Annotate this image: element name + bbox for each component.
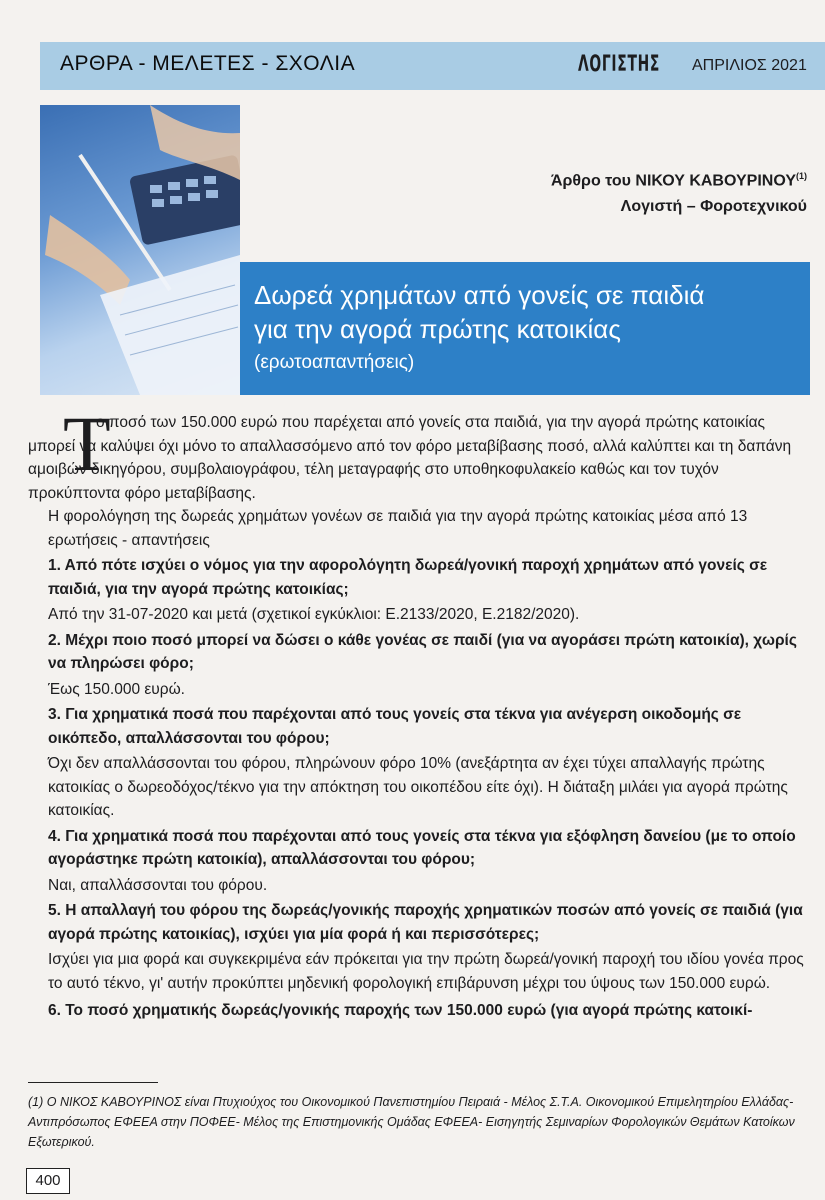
answer-5: Ισχύει για μια φορά και συγκεκριμένα εάν πρόκειται για την πρώτη δωρεά/γονική παροχή του ιδίου γονέα προς το αυτό τέκνο, γι' αυτήν προκύπτει μηδενική φορολογική επιβάρυνση μέχρι του ύψους των 150.000 ευρώ. (48, 951, 804, 992)
magazine-name: ΛΟΓΙΣΤΗΣ (578, 52, 661, 77)
article-body (28, 411, 810, 1023)
question-1: 1. Από πότε ισχύει ο νόμος για την αφορολόγητη δωρεά/γονική παροχή χρημάτων από γονείς σε παιδιά, για την αγορά πρώτης κατοικίας; (48, 557, 768, 598)
answer-4: Ναι, απαλλάσσονται του φόρου. (48, 876, 268, 894)
question-6: 6. Το ποσό χρηματικής δωρεάς/γονικής παροχής των 150.000 ευρώ (για αγορά πρώτης κατοικί- (48, 1002, 753, 1019)
section-title: ΑΡΘΡΑ - ΜΕΛΕΤΕΣ - ΣΧΟΛΙΑ (60, 52, 356, 75)
issue-date: ΑΠΡΙΛΙΟΣ 2021 (692, 57, 807, 74)
article-title-line-2: για την αγορά πρώτης κατοικίας (254, 314, 621, 344)
answer-3: Όχι δεν απαλλάσσονται του φόρου, πληρώνουν φόρο 10% (ανεξάρτητα αν έχει τύχει απαλλαγής πρώτης κατοικίας ο δωρεοδόχος/τέκνο για την απόκτηση του οικοπέδου είτε όχι). Η διάταξη μιλάει για αγορά πρώτης κατοικίας. (48, 755, 788, 819)
author-title: Λογιστή – Φοροτεχνικού (620, 198, 807, 216)
footnote-divider (28, 1082, 158, 1083)
answer-2: Έως 150.000 ευρώ. (48, 680, 185, 698)
intro-second-paragraph: Η φορολόγηση της δωρεάς χρημάτων γονέων σε παιδιά για την αγορά πρώτης κατοικίας μέσα από 13 ερωτήσεις - απαντήσεις (48, 508, 748, 549)
question-2: 2. Μέχρι ποιο ποσό μπορεί να δώσει ο κάθε γονέας σε παιδί (για να αγοράσει πρώτη κατοικία), χωρίς να πληρώσει φόρο; (48, 631, 797, 672)
answer-1: Από την 31-07-2020 και μετά (σχετικοί εγκύκλιοι: Ε.2133/2020, Ε.2182/2020). (48, 606, 580, 623)
footnote: (1) Ο ΝΙΚΟΣ ΚΑΒΟΥΡΙΝΟΣ είναι Πτυχιούχος του Οικονομικού Πανεπιστημίου Πειραιά - Μέλος Σ.Τ.Α. Οικονομικού Επιμελητηρίου Ελλάδας- Αντιπρόσωπος ΕΦΕΕΑ στην ΠΟΦΕΕ- Μέλος της Επιστημονικής Ομάδας ΕΦΕΕΑ- Εισηγητής Σεμιναρίων Φορολογικών Θεμάτων Κατοίκων Εξωτερικού. (28, 1095, 795, 1149)
calculator-hand-image (40, 105, 240, 395)
question-3: 3. Για χρηματικά ποσά που παρέχονται από τους γονείς στα τέκνα για ανέγερση οικοδομής σε οικόπεδο, απαλλάσσονται του φόρου; (48, 706, 742, 747)
article-subtitle: (ερωτοαπαντήσεις) (254, 352, 415, 373)
drop-cap: Τ (63, 400, 111, 487)
author-name: Άρθρο του ΝΙΚΟΥ ΚΑΒΟΥΡΙΝΟΥ (550, 172, 796, 190)
question-5: 5. Η απαλλαγή του φόρου της δωρεάς/γονικής παροχής χρηματικών ποσών από γονείς σε παιδιά (για αγορά πρώτης κατοικίας), ισχύει για μία φορά ή και περισσότερες; (48, 902, 803, 943)
article-photo (40, 105, 240, 395)
article-title-line-1: Δωρεά χρημάτων από γονείς σε παιδιά (254, 280, 705, 310)
title-box (240, 262, 810, 395)
intro-paragraph: ο ποσό των 150.000 ευρώ που παρέχεται από γονείς στα παιδιά, για την αγορά πρώτης κατοικίας μπορεί να καλύψει όχι μόνο το απαλλασσόμενο από τον φόρο μεταβίβασης ποσό, αλλά καλύπτει και τη δαπάνη αμοιβών δικηγόρου, συμβολαιογράφου, τέλη μεταγραφής στο υποθηκοφυλακείο καθώς και τον τυχόν προκύπτοντα φόρο μεταβίβασης. (28, 414, 792, 502)
question-4: 4. Για χρηματικά ποσά που παρέχονται από τους γονείς στα τέκνα για εξόφληση δανείου (με το οποίο αγοράστηκε πρώτη κατοικία), απαλλάσσονται του φόρου; (48, 827, 796, 868)
author-footnote-ref: (1) (796, 171, 807, 181)
author-block (551, 163, 807, 220)
page-number: 400 (26, 1168, 70, 1194)
